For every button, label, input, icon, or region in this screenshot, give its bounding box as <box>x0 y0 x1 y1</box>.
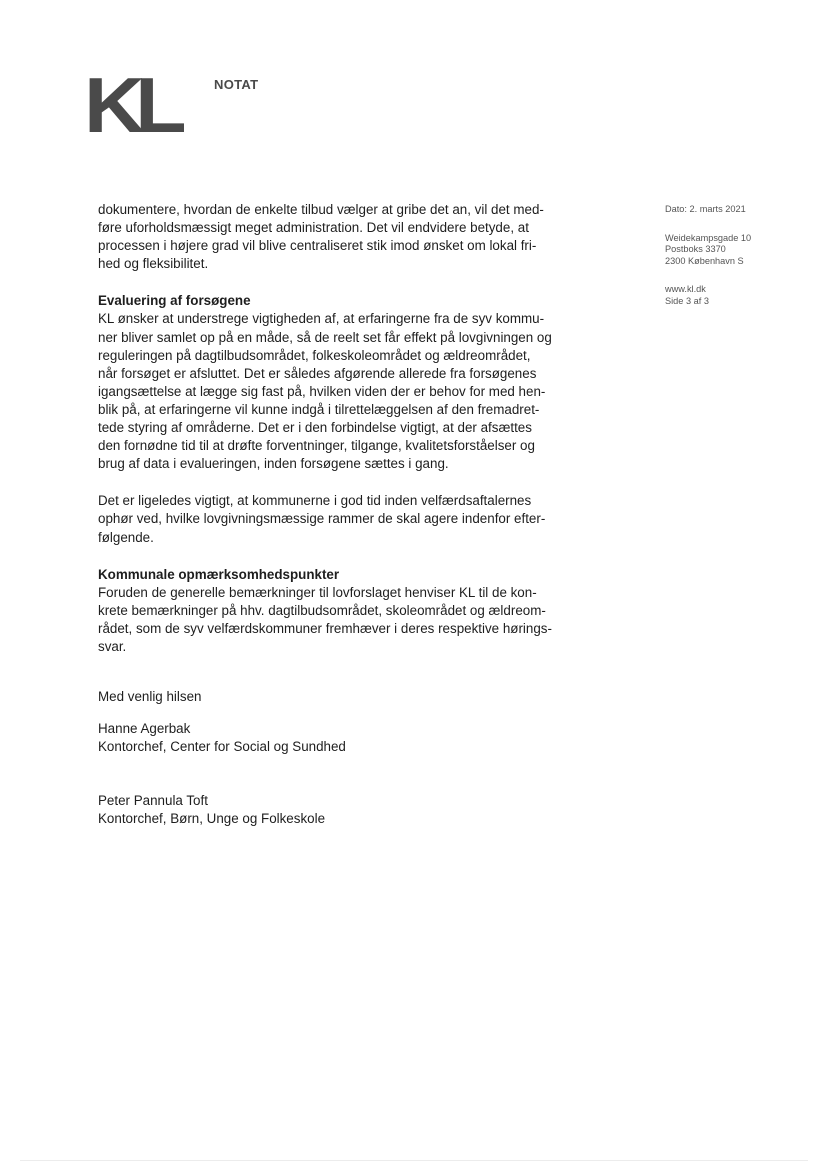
signatory-block <box>98 720 558 756</box>
address-line: Postboks 3370 <box>665 244 726 255</box>
section-heading: Kommunale opmærksomhedspunkter <box>98 566 340 582</box>
text-line: Foruden de generelle bemærkninger til lovforslaget henviser KL til de kon- <box>98 584 537 600</box>
paragraph-framework <box>98 492 558 546</box>
text-line: dokumentere, hvordan de enkelte tilbud vælger at gribe det an, vil det med- <box>98 202 544 217</box>
page-number: Side 3 af 3 <box>665 295 709 306</box>
website-link[interactable]: www.kl.dk <box>665 284 706 295</box>
kl-logo: KL <box>84 61 177 149</box>
signatory-title: Kontorchef, Børn, Unge og Folkeskole <box>98 811 326 827</box>
text-line: når forsøget er afsluttet. Det er således afgørende allerede fra forsøgenes <box>98 365 537 381</box>
document-meta-sidebar <box>665 204 815 325</box>
signatory-name: Peter Pannula Toft <box>98 793 208 809</box>
text-line: den fornødne tid til at drøfte forventninger, tilgange, kvalitetsforståelser og <box>98 438 535 454</box>
text-line: tede styring af områderne. Det er i den forbindelse vigtigt, at der afsættes <box>98 420 532 436</box>
document-type-label: NOTAT <box>214 77 259 92</box>
text-line: reguleringen på dagtilbudsområdet, folkeskoleområdet og ældreområdet, <box>98 347 531 363</box>
signatory-title: Kontorchef, Center for Social og Sundhed <box>98 739 346 755</box>
footer-divider <box>20 1160 808 1161</box>
text-line: KL ønsker at understrege vigtigheden af, at erfaringerne fra de syv kommu- <box>98 311 545 327</box>
text-line: krete bemærkninger på hhv. dagtilbudsområdet, skoleområdet og ældreom- <box>98 602 546 618</box>
signatory-name: Hanne Agerbak <box>98 721 191 737</box>
intro-paragraph <box>98 201 558 273</box>
address-line: 2300 København S <box>665 255 744 266</box>
text-line: rådet, som de syv velfærdskommuner fremhæver i deres respektive hørings- <box>98 620 552 636</box>
address-line: Weidekampsgade 10 <box>665 232 752 243</box>
text-line: føre uforholdsmæssigt meget administration. Det vil endvidere betyde, at <box>98 220 529 236</box>
letter-body <box>98 201 558 829</box>
text-line: brug af data i evalueringen, inden forsøgene sættes i gang. <box>98 456 449 472</box>
text-line: processen i højere grad vil blive centraliseret stik imod ønsket om lokal fri- <box>98 238 537 254</box>
section-heading: Evaluering af forsøgene <box>98 293 251 309</box>
closing-greeting: Med venlig hilsen <box>98 689 202 705</box>
text-line: Det er ligeledes vigtigt, at kommunerne i god tid inden velfærdsaftalernes <box>98 493 532 509</box>
section-evaluation <box>98 292 558 473</box>
text-line: svar. <box>98 638 127 654</box>
text-line: ner bliver samlet op på en måde, så de reelt set får effekt på lovgivningen og <box>98 329 552 345</box>
section-municipal-points <box>98 566 558 656</box>
text-line: igangsættelse at lægge sig fast på, hvilken viden der er behov for med hen- <box>98 383 546 399</box>
text-line: følgende. <box>98 529 154 545</box>
text-line: hed og fleksibilitet. <box>98 256 209 272</box>
document-date: Dato: 2. marts 2021 <box>665 204 746 214</box>
signatory-block <box>98 792 558 828</box>
text-line: ophør ved, hvilke lovgivningsmæssige rammer de skal agere indenfor efter- <box>98 511 546 527</box>
text-line: blik på, at erfaringerne vil kunne indgå i tilrettelæggelsen af den fremadret- <box>98 401 540 417</box>
sender-address <box>665 233 815 268</box>
